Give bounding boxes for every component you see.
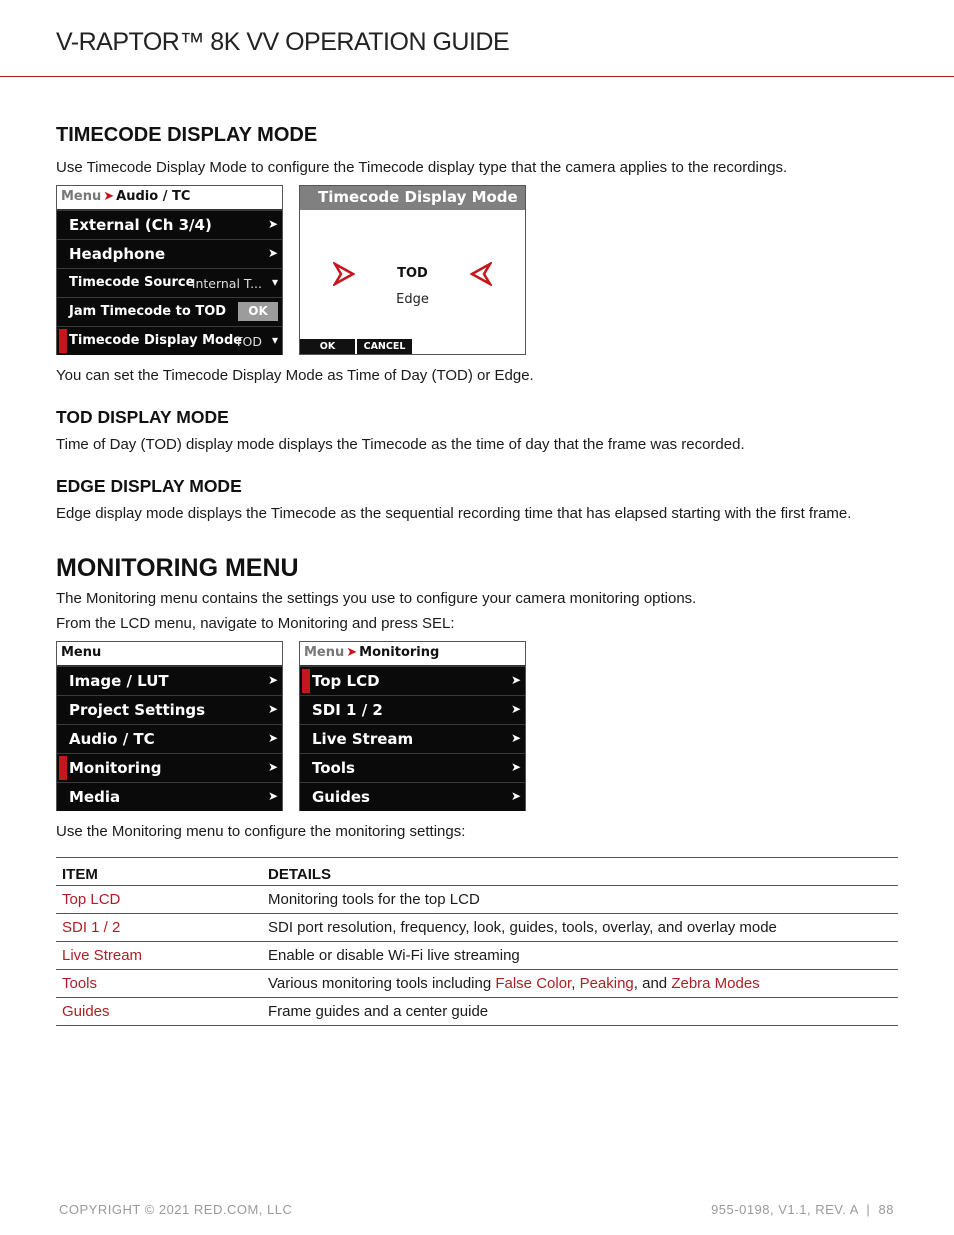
false-color-link[interactable]: False Color [495,975,572,992]
item-link-tools[interactable]: Tools [56,970,262,998]
lcd-monitoring-menu [299,641,526,811]
chevron-right-icon: ➤ [510,789,521,803]
option-tod[interactable]: TOD [397,266,428,281]
table-header-row [56,858,898,886]
monitoring-intro-1: The Monitoring menu contains the settings you use to configure your camera monitoring options. [56,590,697,607]
lcd-main-menu [56,641,283,811]
menu-item-live-stream[interactable] [300,724,525,753]
chevron-right-icon: ➤ [267,673,278,687]
footer-page-info: 955-0198, V1.1, REV. A | 88 [711,1202,894,1217]
menu-item-jam-timecode[interactable] [57,297,282,326]
menu-item-label: Project Settings [69,701,206,719]
menu-item-label: Timecode Source [69,275,195,290]
breadcrumb-arrow-icon: ➤ [103,189,115,204]
menu-item-label: Timecode Display Mode [69,333,243,348]
menu-item-label: SDI 1 / 2 [312,701,383,719]
chevron-right-icon: ➤ [267,760,278,774]
chevron-right-icon: ➤ [510,673,521,687]
menu-item-media[interactable] [57,782,282,811]
menu-item-label: Image / LUT [69,672,169,690]
chevron-right-icon: ➤ [510,760,521,774]
lcd-audio-tc-menu [56,185,283,355]
page-header-title: V-RAPTOR™ 8K VV OPERATION GUIDE [56,28,510,56]
footer-copyright: COPYRIGHT © 2021 RED.COM, LLC [59,1202,293,1217]
breadcrumb [300,642,525,666]
cancel-button[interactable]: CANCEL [357,339,412,354]
peaking-link[interactable]: Peaking [579,975,634,992]
menu-item-timecode-source[interactable] [57,268,282,297]
menu-item-monitoring[interactable] [57,753,282,782]
section-heading-timecode-display-mode: TIMECODE DISPLAY MODE [56,124,318,146]
section-heading-monitoring-menu: MONITORING MENU [56,554,299,582]
breadcrumb-root[interactable]: Menu [304,645,345,660]
menu-item-headphone[interactable] [57,239,282,268]
details-cell [262,970,898,998]
column-header-item: ITEM [56,858,262,886]
selection-indicator [59,329,67,353]
menu-item-label: Audio / TC [69,730,155,748]
menu-item-label: External (Ch 3/4) [69,216,212,234]
chevron-right-icon: ➤ [510,731,521,745]
details-separator: , and [633,975,672,992]
jam-ok-button[interactable]: OK [238,302,278,321]
header-divider [0,76,954,77]
selection-indicator [302,669,310,693]
menu-item-sdi[interactable] [300,695,525,724]
monitoring-intro-2: From the LCD menu, navigate to Monitoring and press SEL: [56,615,455,632]
edge-description: Edge display mode displays the Timecode as the sequential recording time that has elapsed starting with the first frame. [56,505,852,522]
menu-item-guides[interactable] [300,782,525,811]
subheading-edge-display-mode: EDGE DISPLAY MODE [56,476,242,496]
details-cell: SDI port resolution, frequency, look, guides, tools, overlay, and overlay mode [262,914,898,942]
chevron-right-icon: ➤ [267,217,278,231]
menu-item-audio-tc[interactable] [57,724,282,753]
chevron-right-icon: ➤ [267,731,278,745]
table-row [56,886,898,914]
menu-item-value: TOD [234,334,262,349]
chevron-right-icon: ➤ [267,246,278,260]
menu-item-label: Top LCD [312,672,380,690]
table-row [56,942,898,970]
menu-item-tools[interactable] [300,753,525,782]
item-link-guides[interactable]: Guides [56,998,262,1026]
menu-item-timecode-display-mode[interactable] [57,326,282,355]
tod-description: Time of Day (TOD) display mode displays the Timecode as the time of day that the frame was recorded. [56,436,745,453]
breadcrumb [57,642,282,666]
timecode-display-mode-dialog [299,185,526,355]
menu-item-external[interactable] [57,210,282,239]
item-link-live-stream[interactable]: Live Stream [56,942,262,970]
details-text: Various monitoring tools including [268,975,496,992]
breadcrumb-current: Monitoring [359,645,440,660]
menu-item-label: Live Stream [312,730,414,748]
chevron-down-icon: ▾ [271,333,278,347]
menu-item-label: Tools [312,759,355,777]
menu-item-top-lcd[interactable] [300,666,525,695]
breadcrumb [57,186,282,210]
ok-button[interactable]: OK [300,339,355,354]
details-cell: Frame guides and a center guide [262,998,898,1026]
subheading-tod-display-mode: TOD DISPLAY MODE [56,407,229,427]
selection-indicator [59,756,67,780]
chevron-right-icon: ➤ [267,702,278,716]
column-header-details: DETAILS [262,858,898,886]
monitoring-after-text: Use the Monitoring menu to configure the monitoring settings: [56,823,466,840]
item-link-sdi[interactable]: SDI 1 / 2 [56,914,262,942]
table-row [56,970,898,998]
breadcrumb-current: Audio / TC [116,189,191,204]
chevron-down-icon: ▾ [271,275,278,289]
chevron-right-icon: ➤ [267,789,278,803]
menu-item-label: Headphone [69,245,166,263]
menu-item-label: Jam Timecode to TOD [69,304,227,319]
menu-item-label: Media [69,788,121,806]
details-separator: , [571,975,580,992]
breadcrumb-arrow-icon: ➤ [346,645,358,660]
zebra-modes-link[interactable]: Zebra Modes [671,975,760,992]
section-intro-text: Use Timecode Display Mode to configure the Timecode display type that the camera applies to the recordings. [56,159,788,176]
chevron-right-icon: ➤ [510,702,521,716]
option-edge[interactable]: Edge [396,292,429,307]
details-cell: Monitoring tools for the top LCD [262,886,898,914]
monitoring-table [56,857,898,1026]
section-after-text: You can set the Timecode Display Mode as Time of Day (TOD) or Edge. [56,367,534,384]
breadcrumb-root[interactable]: Menu [61,189,102,204]
menu-item-project-settings[interactable] [57,695,282,724]
item-link-top-lcd[interactable]: Top LCD [56,886,262,914]
dialog-title: Timecode Display Mode [300,186,525,210]
menu-item-image-lut[interactable] [57,666,282,695]
table-row [56,998,898,1026]
table-row [56,914,898,942]
menu-item-label: Guides [312,788,370,806]
details-cell: Enable or disable Wi-Fi live streaming [262,942,898,970]
menu-item-label: Monitoring [69,759,162,777]
menu-item-value: Internal T... [191,276,262,291]
breadcrumb-current: Menu [61,645,102,660]
